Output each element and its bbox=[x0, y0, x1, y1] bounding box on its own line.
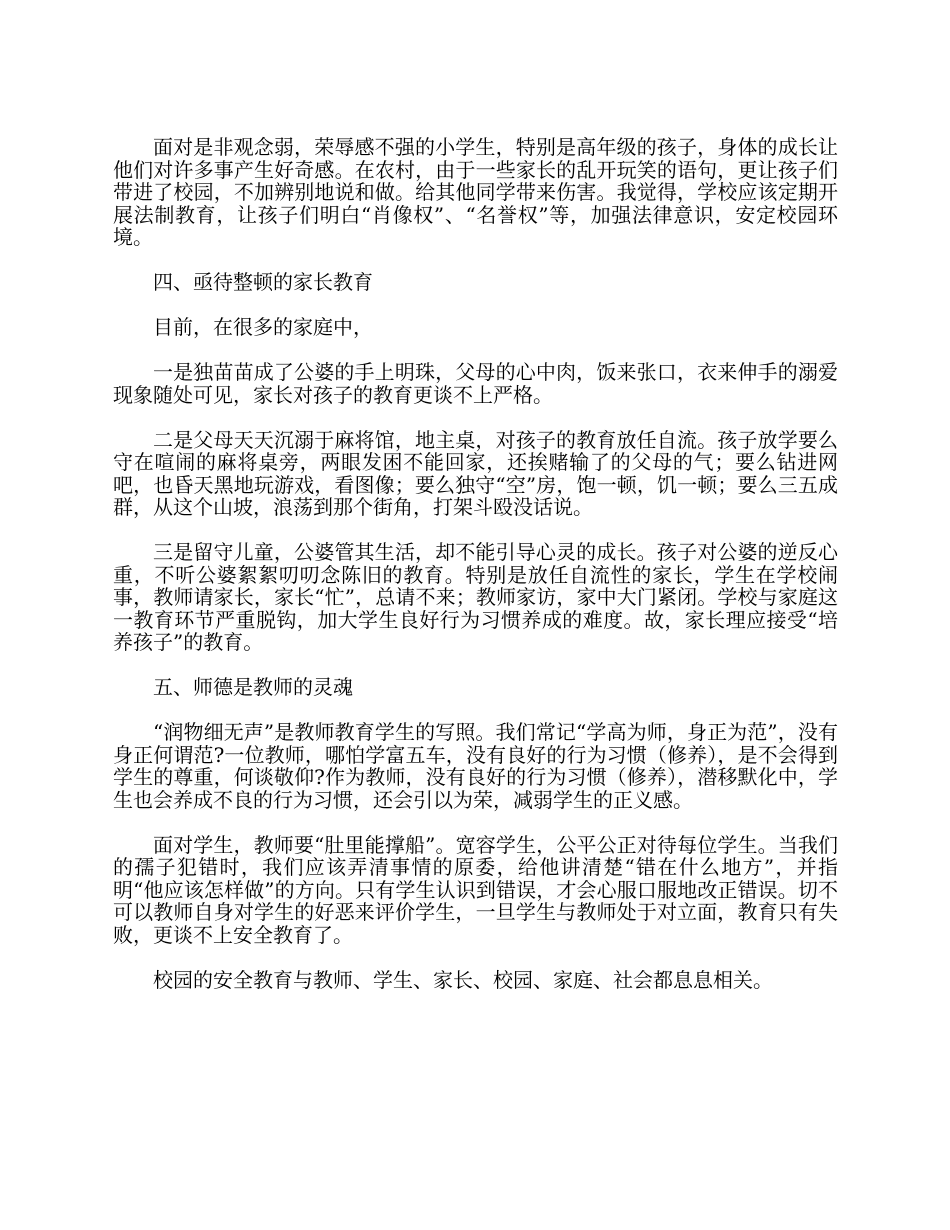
paragraph-point-one: 一是独苗苗成了公婆的手上明珠，父母的心中肉，饭来张口，衣来伸手的溺爱现象随处可见，家长对孩子的教育更谈不上严格。 bbox=[113, 360, 838, 407]
paragraph-legal-education: 面对是非观念弱，荣辱感不强的小学生，特别是高年级的孩子，身体的成长让他们对许多事产生好奇感。在农村，由于一些家长的乱开玩笑的语句，更让孩子们带进了校园，不加辨别地说和做。给其他同学带来伤害。我觉得，学校应该定期开展法制教育，让孩子们明白“肖像权”、“名誉权”等，加强法律意识，安定校园环境。 bbox=[113, 135, 838, 249]
section-heading-teacher-ethics: 五、师德是教师的灵魂 bbox=[153, 675, 353, 699]
paragraph-teacher-role-model: “润物细无声”是教师教育学生的写照。我们常记“学高为师，身正为范”，没有身正何谓范?一位教师，哪怕学富五车，没有良好的行为习惯（修养），是不会得到学生的尊重，何谈敬仰?作为教师，没有良好的行为习惯（修养），潜移默化中，学生也会养成不良的行为习惯，还会引以为荣，减弱学生的正义感。 bbox=[113, 720, 838, 812]
document-page bbox=[113, 136, 838, 1014]
paragraph-point-three: 三是留守儿童，公婆管其生活，却不能引导心灵的成长。孩子对公婆的逆反心重，不听公婆絮絮叨叨念陈旧的教育。特别是放任自流性的家长，学生在学校闹事，教师请家长，家长“忙”，总请不来；教师家访，家中大门紧闭。学校与家庭这一教育环节严重脱钩，加大学生良好行为习惯养成的难度。故，家长理应接受“培养孩子”的教育。 bbox=[113, 540, 838, 654]
paragraph-families-intro: 目前，在很多的家庭中， bbox=[153, 315, 373, 339]
paragraph-point-two: 二是父母天天沉溺于麻将馆，地主桌，对孩子的教育放任自流。孩子放学要么守在喧闹的麻将桌旁，两眼发困不能回家，还挨赌输了的父母的气；要么钻进网吧，也昏天黑地玩游戏，看图像；要么独守“空”房，饱一顿，饥一顿；要么三五成群，从这个山坡，浪荡到那个街角，打架斗殴没话说。 bbox=[113, 427, 838, 519]
paragraph-conclusion: 校园的安全教育与教师、学生、家长、校园、家庭、社会都息息相关。 bbox=[153, 967, 773, 992]
section-heading-parent-education: 四、亟待整顿的家长教育 bbox=[153, 270, 373, 294]
paragraph-teacher-tolerance: 面对学生，教师要“肚里能撑船”。宽容学生，公平公正对待每位学生。当我们的孺子犯错时，我们应该弄清事情的原委，给他讲清楚“错在什么地方”，并指明“他应该怎样做”的方向。只有学生认识到错误，才会心服口服地改正错误。切不可以教师自身对学生的好恶来评价学生，一旦学生与教师处于对立面，教育只有失败，更谈不上安全教育了。 bbox=[113, 832, 838, 947]
